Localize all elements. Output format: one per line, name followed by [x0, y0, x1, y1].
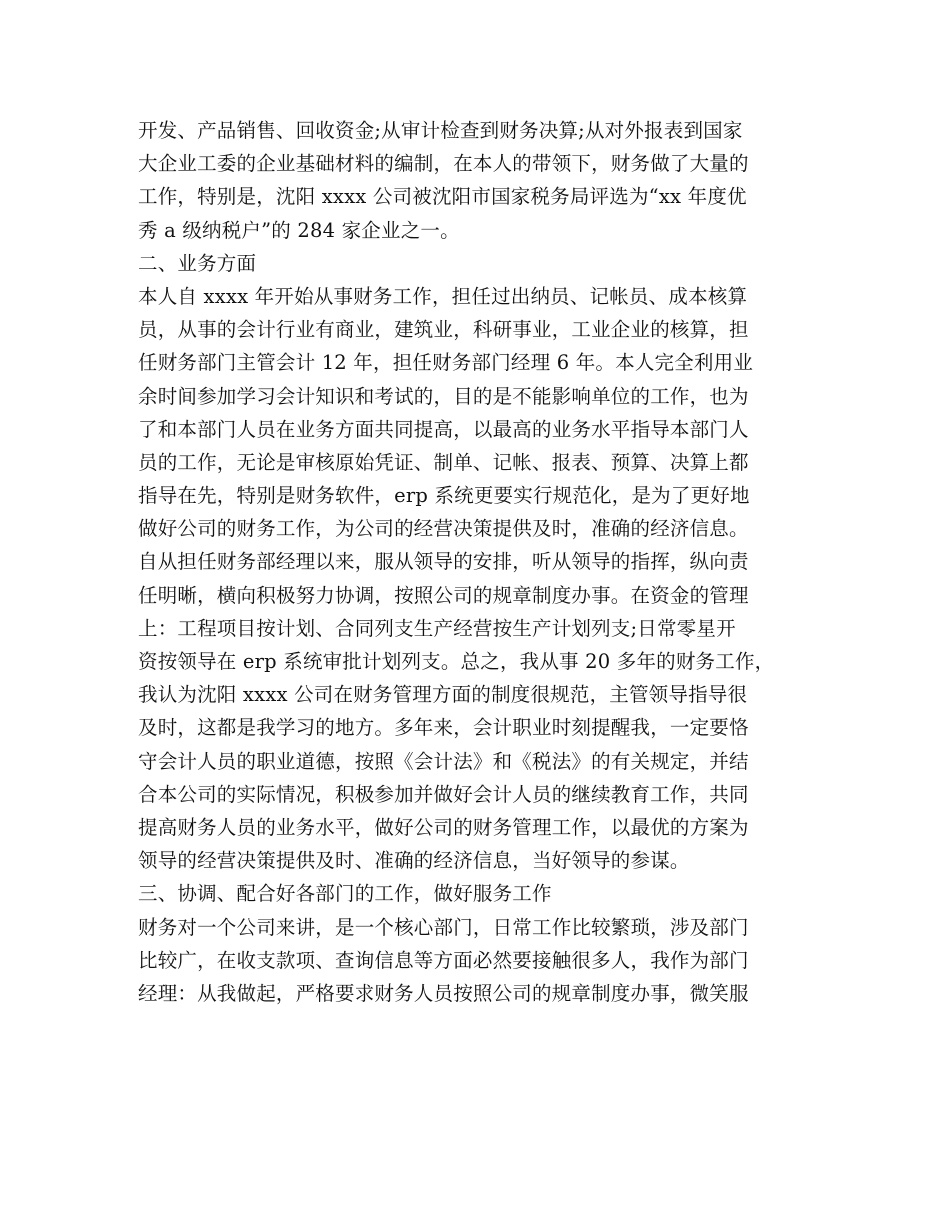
text-line: 余时间参加学习会计知识和考试的，目的是不能影响单位的工作，也为 — [138, 384, 749, 408]
text-line: 员，从事的会计行业有商业，建筑业，科研事业，工业企业的核算，担 — [138, 318, 749, 342]
text-line: 我认为沈阳 xxxx 公司在财务管理方面的制度很规范，主管领导指导很 — [138, 683, 748, 707]
text-line: 领导的经营决策提供及时、准确的经济信息，当好领导的参谋。 — [138, 849, 690, 873]
text-line: 大企业工委的企业基础材料的编制，在本人的带领下，财务做了大量的 — [138, 152, 749, 176]
text-line: 本人自 xxxx 年开始从事财务工作，担任过出纳员、记帐员、成本核算 — [138, 284, 748, 308]
text-line: 员的工作，无论是审核原始凭证、制单、记帐、报表、预算、决算上都 — [138, 450, 749, 474]
text-line: 做好公司的财务工作，为公司的经营决策提供及时，准确的经济信息。 — [138, 517, 749, 541]
text-line: 合本公司的实际情况，积极参加并做好会计人员的继续教育工作，共同 — [138, 782, 749, 806]
text-line: 上：工程项目按计划、合同列支生产经营按生产计划列支;日常零星开 — [138, 616, 736, 640]
text-line: 指导在先，特别是财务软件，erp 系统更要实行规范化，是为了更好地 — [138, 484, 750, 508]
text-line: 任明晰，横向积极努力协调，按照公司的规章制度办事。在资金的管理 — [138, 583, 749, 607]
text-line: 经理：从我做起，严格要求财务人员按照公司的规章制度办事，微笑服 — [138, 981, 749, 1005]
document-body — [138, 114, 828, 1010]
section-heading: 二、业务方面 — [138, 251, 257, 275]
text-line: 工作，特别是，沈阳 xxxx 公司被沈阳市国家税务局评选为“xx 年度优 — [138, 185, 747, 209]
text-line: 任财务部门主管会计 12 年，担任财务部门经理 6 年。本人完全利用业 — [138, 351, 754, 375]
text-line: 资按领导在 erp 系统审批计划列支。总之，我从事 20 多年的财务工作， — [138, 650, 775, 673]
text-line: 秀 a 级纳税户”的 284 家企业之一。 — [138, 218, 460, 242]
text-line: 提高财务人员的业务水平，做好公司的财务管理工作，以最优的方案为 — [138, 815, 749, 839]
text-line: 守会计人员的职业道德，按照《会计法》和《税法》的有关规定，并结 — [138, 749, 749, 773]
text-line: 自从担任财务部经理以来，服从领导的安排，听从领导的指挥，纵向责 — [138, 550, 749, 574]
text-line: 开发、产品销售、回收资金;从审计检查到财务决算;从对外报表到国家 — [138, 119, 743, 142]
text-line: 及时，这都是我学习的地方。多年来，会计职业时刻提醒我，一定要恪 — [138, 716, 749, 740]
text-line: 比较广，在收支款项、查询信息等方面必然要接触很多人，我作为部门 — [138, 948, 749, 972]
section-heading: 三、协调、配合好各部门的工作，做好服务工作 — [138, 882, 552, 906]
text-line: 财务对一个公司来讲，是一个核心部门，日常工作比较繁琐，涉及部门 — [138, 915, 749, 939]
text-line: 了和本部门人员在业务方面共同提高，以最高的业务水平指导本部门人 — [138, 417, 749, 441]
